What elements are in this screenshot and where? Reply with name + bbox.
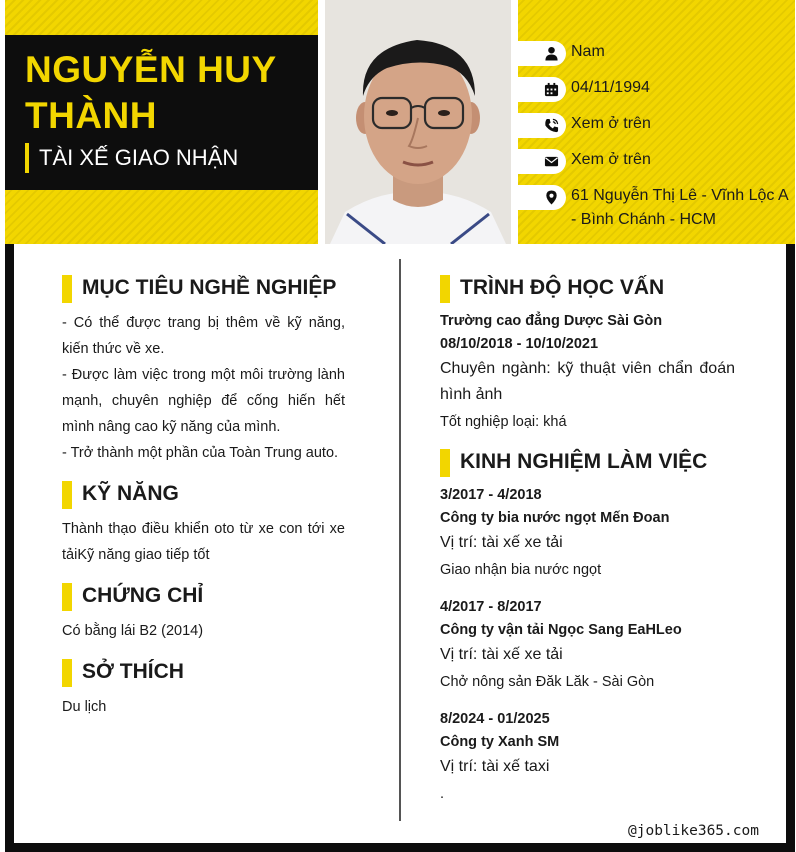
person-icon xyxy=(544,46,559,61)
experience-company: Công ty Xanh SM xyxy=(440,734,560,750)
frame-right-border xyxy=(786,244,795,852)
calendar-icon-holder xyxy=(518,77,566,102)
experience-description: . xyxy=(440,786,445,802)
objective-line-2: - Được làm việc trong một môi trường lành mạnh, chuyên nghiệp để cống hiến hết mình nâng cao kỹ năng của mình. xyxy=(62,367,345,435)
hobbies-text: Du lịch xyxy=(62,699,107,715)
header-gap-left xyxy=(318,0,325,244)
job-title: TÀI XẾ GIAO NHẬN xyxy=(25,143,298,173)
objective-line-3: - Trở thành một phần của Toàn Trung auto. xyxy=(62,445,339,461)
education-major: Chuyên ngành: kỹ thuật viên chẩn đoán hình ảnh xyxy=(440,360,735,403)
contact-gender xyxy=(518,40,790,66)
header-gap-right xyxy=(511,0,518,244)
email-icon xyxy=(544,154,559,169)
experience-period: 8/2024 - 01/2025 xyxy=(440,711,550,727)
experience-role: Vị trí: tài xế taxi xyxy=(440,758,550,775)
certificates-heading: CHỨNG CHỈ xyxy=(62,582,345,610)
contact-email xyxy=(518,148,790,174)
person-icon-holder xyxy=(518,41,566,66)
watermark: @joblike365.com xyxy=(628,823,759,839)
education-grade: Tốt nghiệp loại: khá xyxy=(440,414,567,430)
candidate-name-line2: THÀNH xyxy=(25,95,157,136)
phone-icon xyxy=(544,118,559,133)
name-block xyxy=(5,35,318,190)
left-column xyxy=(62,274,345,720)
experience-item xyxy=(440,596,735,696)
certificates-text: Có bằng lái B2 (2014) xyxy=(62,623,204,639)
profile-photo xyxy=(325,0,511,244)
candidate-name-line1: NGUYỄN HUY xyxy=(25,49,277,90)
contact-phone xyxy=(518,112,790,138)
column-divider xyxy=(399,259,401,821)
contact-address-text: 61 Nguyễn Thị Lê - Vĩnh Lộc A - Bình Chánh - HCM xyxy=(571,187,788,228)
contact-birthdate-text: 04/11/1994 xyxy=(571,79,650,96)
experience-period: 3/2017 - 4/2018 xyxy=(440,487,542,503)
contact-phone-text: Xem ở trên xyxy=(571,115,651,132)
contact-info-list xyxy=(518,40,790,242)
location-pin-icon xyxy=(544,190,559,205)
education-period: 08/10/2018 - 10/10/2021 xyxy=(440,336,599,352)
experience-role: Vị trí: tài xế xe tải xyxy=(440,534,563,551)
experience-period: 4/2017 - 8/2017 xyxy=(440,599,542,615)
experience-heading: KINH NGHIỆM LÀM VIỆC xyxy=(440,448,735,476)
hobbies-heading: SỞ THÍCH xyxy=(62,658,345,686)
experience-company: Công ty bia nước ngọt Mến Đoan xyxy=(440,510,670,526)
skills-text: Thành thạo điều khiển oto từ xe con tới xe tảiKỹ năng giao tiếp tốt xyxy=(62,521,345,563)
skills-heading: KỸ NĂNG xyxy=(62,480,345,508)
contact-address xyxy=(518,184,790,232)
experience-description: Giao nhận bia nước ngọt xyxy=(440,562,602,578)
location-icon-holder xyxy=(518,185,566,210)
experience-item xyxy=(440,484,735,584)
experience-item xyxy=(440,708,735,808)
experience-company: Công ty vận tải Ngọc Sang EaHLeo xyxy=(440,622,682,638)
calendar-icon xyxy=(544,82,559,97)
experience-description: Chở nông sản Đăk Lăk - Sài Gòn xyxy=(440,674,655,690)
education-school: Trường cao đẳng Dược Sài Gòn xyxy=(440,313,663,329)
experience-role: Vị trí: tài xế xe tải xyxy=(440,646,563,663)
frame-left-border xyxy=(5,244,14,852)
contact-email-text: Xem ở trên xyxy=(571,151,651,168)
right-column xyxy=(440,274,735,808)
education-heading: TRÌNH ĐỘ HỌC VẤN xyxy=(440,274,735,302)
email-icon-holder xyxy=(518,149,566,174)
contact-gender-text: Nam xyxy=(571,43,605,60)
objective-heading: MỤC TIÊU NGHỀ NGHIỆP xyxy=(62,274,345,302)
frame-bottom-border xyxy=(5,843,795,852)
contact-birthdate xyxy=(518,76,790,102)
phone-icon-holder xyxy=(518,113,566,138)
objective-line-1: - Có thể được trang bị thêm về kỹ năng, kiến thức về xe. xyxy=(62,315,345,357)
